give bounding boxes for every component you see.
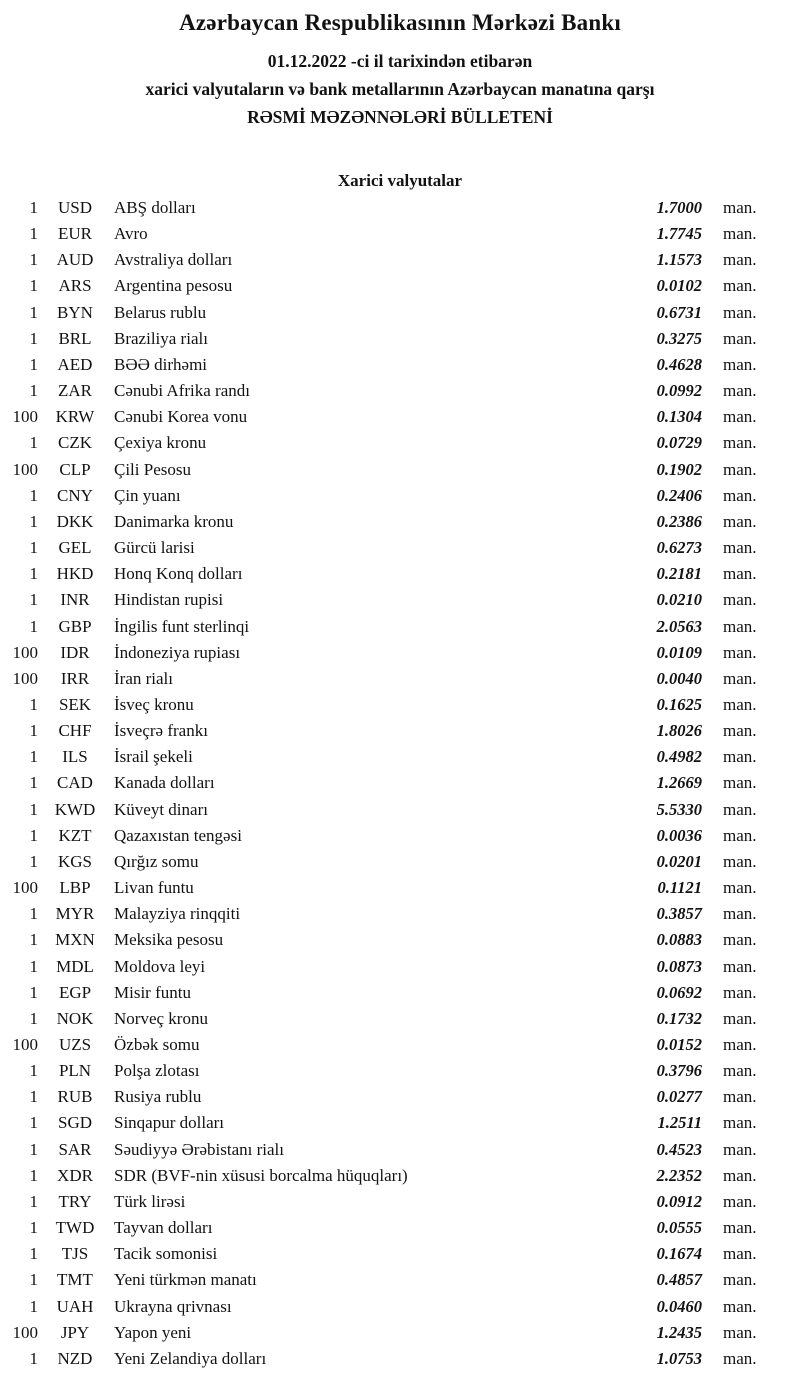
currency-row [0,797,800,823]
currency-quantity: 1 [29,328,38,348]
currency-rate: 0.0555 [656,1218,702,1238]
currency-row [0,535,800,561]
currency-quantity: 1 [29,747,38,767]
currency-row [0,326,800,352]
currency-name: Braziliya rialı [114,328,208,348]
currency-name: Meksika pesosu [114,930,224,950]
bulletin-title-line: RƏSMİ MƏZƏNNƏLƏRİ BÜLLETENİ [247,107,553,127]
currency-unit: man. [723,485,757,505]
section-title-foreign-currencies: Xarici valyutalar [337,171,463,190]
currency-unit: man. [723,930,757,950]
currency-code: PLN [58,1061,92,1081]
currency-row [0,640,800,666]
currency-code: KGS [57,851,92,871]
currency-name: Tacik somonisi [114,1244,218,1264]
currency-quantity: 1 [29,930,38,950]
currency-name: Çexiya kronu [114,433,207,453]
currency-rate: 0.0040 [656,668,702,688]
currency-quantity: 1 [29,276,38,296]
currency-quantity: 1 [29,825,38,845]
currency-quantity: 1 [29,904,38,924]
currency-quantity: 1 [29,381,38,401]
currency-code: SEK [58,694,92,714]
currency-unit: man. [723,538,757,558]
currency-quantity: 1 [29,1165,38,1185]
currency-name: İsrail şekeli [114,747,193,767]
currency-row [0,509,800,535]
currency-quantity: 1 [29,590,38,610]
currency-quantity: 1 [29,485,38,505]
bulletin-header [0,0,800,131]
currency-rates-table [0,195,800,1372]
currency-quantity: 1 [29,851,38,871]
currency-unit: man. [723,407,757,427]
currency-row [0,1006,800,1032]
currency-code: CNY [57,485,93,505]
currency-row [0,901,800,927]
currency-row [0,1267,800,1293]
currency-rate: 0.1674 [656,1244,702,1264]
currency-rate: 0.4523 [656,1139,702,1159]
currency-row [0,1346,800,1372]
currency-unit: man. [723,694,757,714]
currency-name: İndoneziya rupiası [114,642,241,662]
currency-rate: 1.2435 [656,1322,702,1342]
currency-unit: man. [723,1061,757,1081]
currency-row [0,1137,800,1163]
currency-rate: 0.0992 [656,381,702,401]
currency-row [0,300,800,326]
currency-rate: 0.0036 [656,825,702,845]
currency-name: Belarus rublu [114,302,207,322]
currency-quantity: 1 [29,1296,38,1316]
currency-name: İsveçrə frankı [114,721,208,741]
currency-name: Polşa zlotası [114,1061,200,1081]
currency-code: HKD [56,564,94,584]
currency-name: Qırğız somu [114,851,199,871]
currency-name: Kanada dolları [114,773,215,793]
currency-rate: 0.2386 [656,511,702,531]
currency-code: CLP [59,459,91,479]
currency-row [0,587,800,613]
currency-unit: man. [723,642,757,662]
currency-name: Moldova leyi [114,956,206,976]
currency-unit: man. [723,564,757,584]
currency-row [0,875,800,901]
currency-code: ZAR [58,381,92,401]
currency-code: GEL [58,538,92,558]
currency-row [0,823,800,849]
currency-rate: 0.0109 [656,642,702,662]
currency-name: Cənubi Korea vonu [114,407,248,427]
currency-rate: 1.1573 [656,250,702,270]
currency-quantity: 100 [12,407,38,427]
currency-name: Argentina pesosu [114,276,233,296]
currency-rate: 0.1625 [656,694,702,714]
currency-quantity: 1 [29,564,38,584]
currency-code: ARS [58,276,92,296]
currency-unit: man. [723,1139,757,1159]
currency-code: EUR [58,224,92,244]
currency-quantity: 1 [29,1139,38,1159]
currency-row [0,273,800,299]
currency-row [0,1163,800,1189]
currency-unit: man. [723,799,757,819]
currency-code: XDR [57,1165,93,1185]
currency-code: BYN [57,302,93,322]
currency-rate: 0.0277 [656,1087,702,1107]
currency-name: Çin yuanı [114,485,181,505]
currency-name: ABŞ dolları [114,198,196,217]
currency-rate: 0.1304 [656,407,702,427]
bulletin-subheader [0,47,800,131]
currency-unit: man. [723,224,757,244]
subject-line: xarici valyutaların və bank metallarının Azərbaycan manatına qarşı [145,79,655,99]
currency-quantity: 100 [12,642,38,662]
currency-rate: 0.0210 [656,590,702,610]
currency-row [0,352,800,378]
currency-unit: man. [723,1191,757,1211]
currency-unit: man. [723,302,757,322]
currency-quantity: 1 [29,694,38,714]
currency-rate: 5.5330 [656,799,702,819]
currency-quantity: 1 [29,302,38,322]
currency-name: Yeni türkmən manatı [114,1270,257,1290]
currency-code: AED [57,354,93,374]
bank-title: Azərbaycan Respublikasının Mərkəzi Bankı [179,10,621,35]
currency-code: KZT [58,825,92,845]
currency-code: SGD [57,1113,92,1133]
currency-row [0,221,800,247]
currency-unit: man. [723,982,757,1002]
currency-unit: man. [723,276,757,296]
currency-unit: man. [723,590,757,610]
currency-name: Misir funtu [114,982,191,1002]
currency-row [0,1084,800,1110]
currency-rate: 0.3857 [656,904,702,924]
currency-rate: 0.6731 [656,302,702,322]
currency-unit: man. [723,616,757,636]
currency-name: Norveç kronu [114,1008,208,1028]
currency-code: NOK [56,1008,94,1028]
currency-row [0,718,800,744]
currency-code: RUB [57,1087,93,1107]
currency-unit: man. [723,1087,757,1107]
currency-row [0,666,800,692]
currency-unit: man. [723,878,757,898]
currency-rate: 1.8026 [656,721,702,741]
currency-unit: man. [723,825,757,845]
currency-rate: 0.1902 [656,459,702,479]
currency-name: Gürcü larisi [114,538,195,558]
currency-rate: 0.4857 [656,1270,702,1290]
currency-rate: 0.4628 [656,354,702,374]
currency-unit: man. [723,1322,757,1342]
currency-name: Hindistan rupisi [114,590,224,610]
currency-unit: man. [723,511,757,531]
currency-name: Türk lirəsi [114,1191,186,1211]
currency-rate: 1.0753 [656,1348,702,1368]
currency-code: SAR [58,1139,92,1159]
currency-row [0,483,800,509]
currency-unit: man. [723,381,757,401]
currency-unit: man. [723,668,757,688]
currency-unit: man. [723,1113,757,1133]
currency-unit: man. [723,328,757,348]
currency-unit: man. [723,1035,757,1054]
currency-name: SDR (BVF-nin xüsusi borcalma hüquqları) [114,1165,408,1185]
currency-quantity: 100 [12,1035,38,1054]
currency-code: TJS [61,1244,89,1264]
currency-name: Avro [114,224,148,244]
currency-unit: man. [723,747,757,767]
currency-quantity: 1 [29,433,38,453]
currency-code: ILS [62,747,88,767]
currency-unit: man. [723,1244,757,1264]
effective-date-line: 01.12.2022 -ci il tarixindən etibarən [267,51,533,71]
currency-unit: man. [723,904,757,924]
currency-quantity: 1 [29,250,38,270]
currency-row [0,1189,800,1215]
currency-code: TWD [55,1218,95,1238]
currency-code: IRR [60,668,90,688]
currency-quantity: 100 [12,459,38,479]
currency-row [0,954,800,980]
currency-code: CAD [57,773,93,793]
currency-quantity: 1 [29,198,38,217]
currency-quantity: 1 [29,799,38,819]
currency-quantity: 100 [12,878,38,898]
currency-row [0,692,800,718]
currency-quantity: 1 [29,1061,38,1081]
currency-quantity: 1 [29,1244,38,1264]
currency-unit: man. [723,1348,757,1368]
currency-quantity: 1 [29,354,38,374]
currency-rate: 0.1121 [657,878,702,898]
currency-row [0,561,800,587]
currency-code: NZD [57,1348,93,1368]
currency-quantity: 1 [29,773,38,793]
currency-rate: 1.2511 [657,1113,702,1133]
currency-code: TMT [57,1270,93,1290]
currency-code: UZS [58,1035,92,1054]
currency-row [0,430,800,456]
currency-name: İngilis funt sterlinqi [114,616,250,636]
currency-name: Ukrayna qrivnası [114,1296,232,1316]
currency-name: Sinqapur dolları [114,1113,225,1133]
currency-name: Rusiya rublu [114,1087,202,1107]
currency-name: Yapon yeni [114,1322,192,1342]
currency-code: EGP [58,982,92,1002]
currency-code: CZK [58,433,92,453]
currency-quantity: 1 [29,1270,38,1290]
currency-rate: 0.0460 [656,1296,702,1316]
currency-rate: 0.0873 [656,956,702,976]
currency-row [0,849,800,875]
currency-quantity: 1 [29,1348,38,1368]
currency-name: BƏƏ dirhəmi [114,354,208,374]
currency-rate: 0.0912 [656,1191,702,1211]
currency-unit: man. [723,433,757,453]
currency-code: IDR [60,642,90,662]
currency-unit: man. [723,459,757,479]
currency-name: Danimarka kronu [114,511,234,531]
currency-rate: 0.3275 [656,328,702,348]
currency-row [0,378,800,404]
currency-quantity: 1 [29,956,38,976]
currency-row [0,770,800,796]
currency-name: Yeni Zelandiya dolları [114,1348,267,1368]
currency-code: DKK [56,511,94,531]
currency-code: UAH [56,1296,94,1316]
currency-unit: man. [723,1165,757,1185]
currency-rate: 0.0102 [656,276,702,296]
currency-rate: 0.2406 [656,485,702,505]
currency-row [0,1110,800,1136]
currency-name: Özbək somu [114,1035,200,1054]
currency-quantity: 1 [29,721,38,741]
currency-rate: 0.0883 [656,930,702,950]
currency-rate: 0.0152 [656,1035,702,1054]
currency-quantity: 1 [29,1218,38,1238]
currency-row [0,247,800,273]
currency-unit: man. [723,1218,757,1238]
currency-rate: 2.2352 [656,1165,702,1185]
currency-rate: 1.7745 [656,224,702,244]
currency-unit: man. [723,1270,757,1290]
currency-code: JPY [60,1322,90,1342]
currency-row [0,614,800,640]
currency-code: CHF [58,721,92,741]
currency-quantity: 1 [29,1008,38,1028]
currency-unit: man. [723,773,757,793]
currency-rate: 0.6273 [656,538,702,558]
currency-row [0,980,800,1006]
currency-name: İsveç kronu [114,694,194,714]
currency-name: Tayvan dolları [114,1218,213,1238]
currency-code: LBP [59,878,91,898]
currency-code: MDL [56,956,94,976]
currency-rate: 1.2669 [656,773,702,793]
currency-quantity: 1 [29,982,38,1002]
currency-row [0,1215,800,1241]
currency-unit: man. [723,354,757,374]
currency-name: Küveyt dinarı [114,799,208,819]
currency-code: GBP [58,616,92,636]
currency-code: MYR [55,904,95,924]
currency-row [0,1294,800,1320]
currency-quantity: 1 [29,1191,38,1211]
currency-rate: 2.0563 [656,616,702,636]
currency-unit: man. [723,721,757,741]
currency-quantity: 1 [29,538,38,558]
currency-quantity: 1 [29,616,38,636]
currency-row [0,1241,800,1267]
currency-code: INR [60,590,90,610]
currency-code: TRY [58,1191,92,1211]
currency-name: İran rialı [114,668,173,688]
currency-quantity: 1 [29,511,38,531]
currency-name: Livan funtu [114,878,194,898]
currency-code: MXN [55,930,95,950]
currency-name: Qazaxıstan tengəsi [114,825,242,845]
currency-quantity: 1 [29,224,38,244]
currency-name: Səudiyyə Ərəbistanı rialı [114,1139,284,1159]
currency-name: Malayziya rinqqiti [114,904,241,924]
currency-unit: man. [723,851,757,871]
currency-name: Avstraliya dolları [114,250,233,270]
currency-row [0,1058,800,1084]
currency-row [0,744,800,770]
currency-row [0,927,800,953]
currency-rate: 0.0201 [656,851,702,871]
currency-rate: 0.0692 [656,982,702,1002]
currency-name: Çili Pesosu [114,459,191,479]
currency-rate: 1.7000 [656,198,702,217]
currency-quantity: 1 [29,1087,38,1107]
currency-code: BRL [58,328,92,348]
currency-quantity: 100 [12,1322,38,1342]
currency-unit: man. [723,1296,757,1316]
currency-unit: man. [723,250,757,270]
currency-rate: 0.1732 [656,1008,702,1028]
currency-row [0,457,800,483]
currency-quantity: 100 [12,668,38,688]
currency-unit: man. [723,956,757,976]
currency-code: USD [57,198,92,217]
currency-name: Cənubi Afrika randı [114,381,250,401]
currency-rate: 0.0729 [656,433,702,453]
currency-code: KWD [54,799,96,819]
currency-code: KRW [55,407,95,427]
currency-unit: man. [723,198,757,217]
currency-row [0,1320,800,1346]
currency-quantity: 1 [29,1113,38,1133]
currency-rate: 0.3796 [656,1061,702,1081]
currency-code: AUD [56,250,94,270]
currency-row [0,1032,800,1058]
currency-rate: 0.2181 [656,564,702,584]
currency-name: Honq Konq dolları [114,564,243,584]
currency-row [0,195,800,221]
currency-row [0,404,800,430]
currency-rate: 0.4982 [656,747,702,767]
currency-unit: man. [723,1008,757,1028]
